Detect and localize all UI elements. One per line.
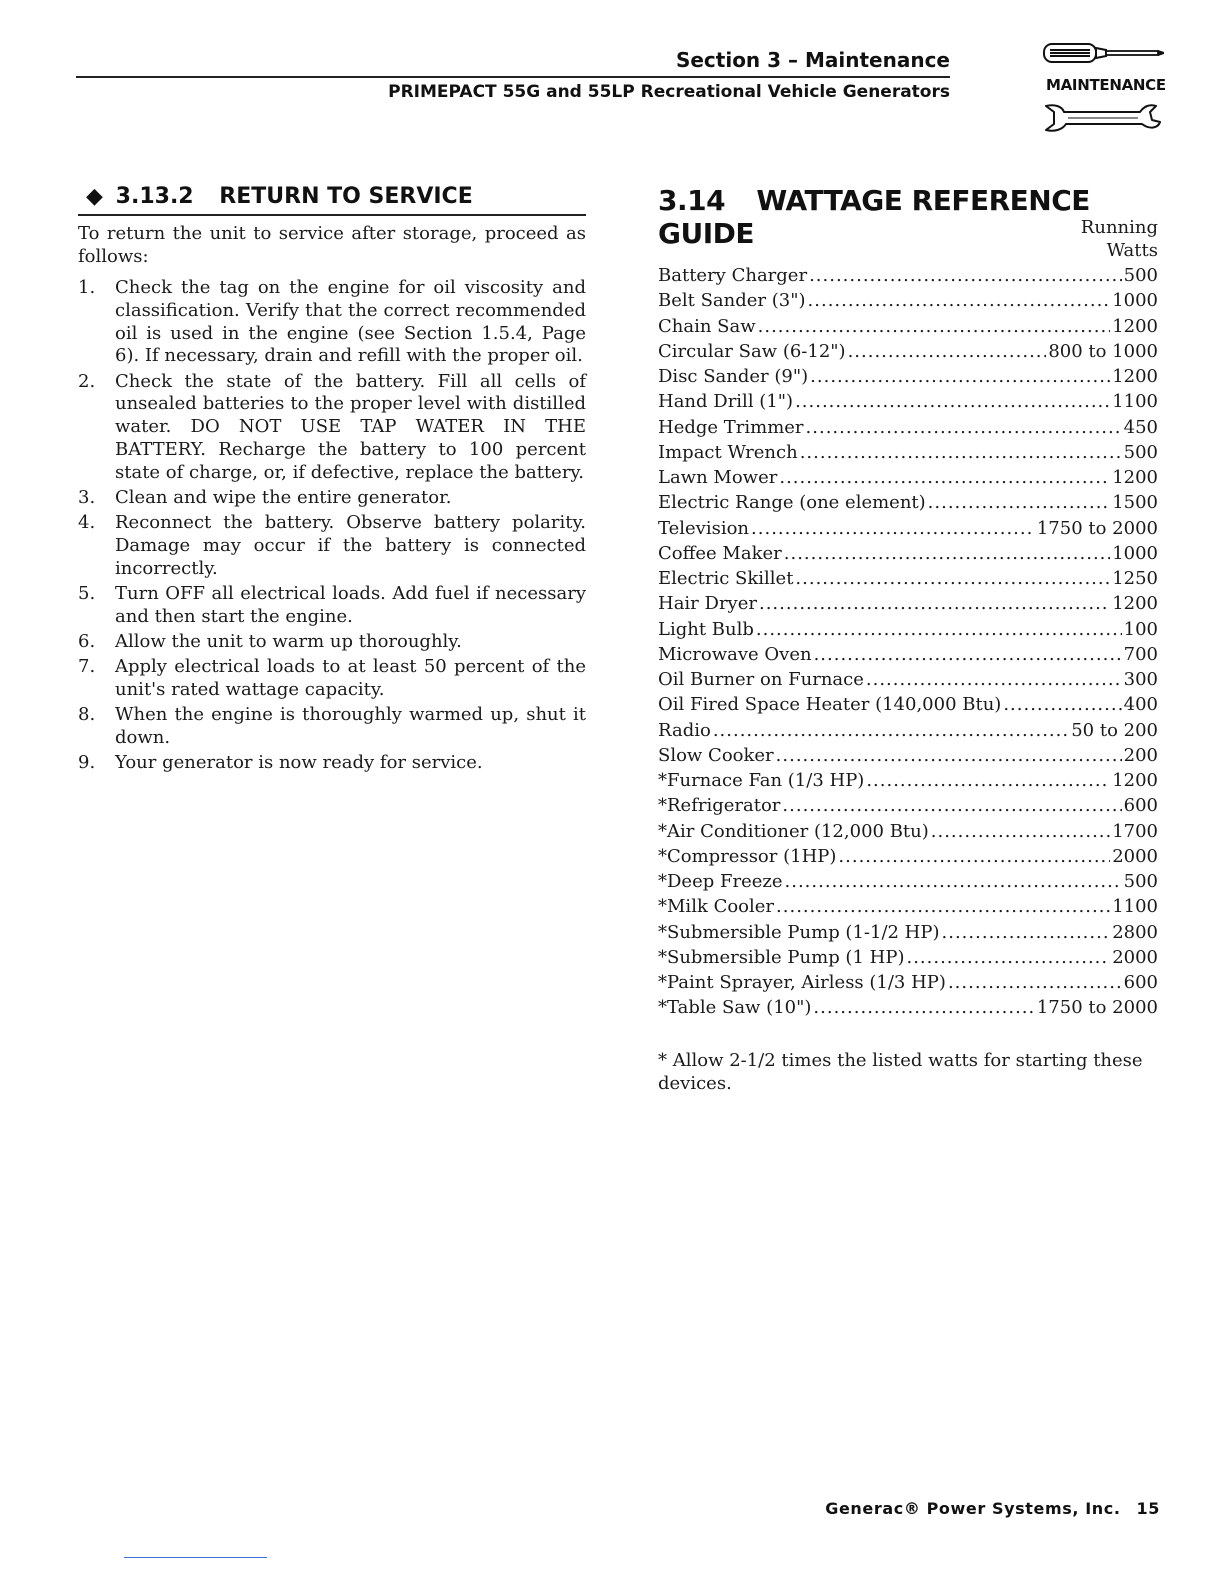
table-row xyxy=(658,366,1158,391)
dot-leader xyxy=(808,290,1111,313)
screwdriver-icon xyxy=(1040,40,1170,68)
appliance-name: *Paint Sprayer, Airless (1/3 HP) xyxy=(658,972,946,993)
running-watts-value: 800 to 1000 xyxy=(1048,340,1158,362)
header-section-title: Section 3 – Maintenance xyxy=(675,48,950,72)
appliance-name: Hand Drill (1") xyxy=(658,391,794,413)
list-item: 8. When the engine is thoroughly warmed up, shut it down. xyxy=(78,704,586,748)
appliance-name: Battery Charger xyxy=(658,265,808,286)
table-row xyxy=(658,871,1158,896)
appliance-name: Coffee Maker xyxy=(658,542,782,564)
running-watts-value: 450 xyxy=(1123,416,1158,438)
return-to-service-heading xyxy=(86,184,586,209)
table-row xyxy=(658,568,1158,593)
wattage-table xyxy=(658,265,1158,1023)
dot-leader xyxy=(809,265,1122,288)
running-watts-value: 600 xyxy=(1123,972,1158,993)
running-watts-value: 500 xyxy=(1123,871,1158,892)
running-watts-header: Running Watts xyxy=(1080,217,1158,261)
table-row xyxy=(658,997,1158,1022)
section-number: 3.14 xyxy=(658,184,726,217)
appliance-name: *Submersible Pump (1-1/2 HP) xyxy=(658,921,940,943)
section-title: RETURN TO SERVICE xyxy=(219,184,473,209)
list-item: 4. Reconnect the battery. Observe battery polarity. Damage may occur if the battery is connected incorrectly. xyxy=(78,512,586,579)
appliance-name: *Refrigerator xyxy=(658,795,781,817)
dot-leader xyxy=(785,871,1122,894)
wrench-icon xyxy=(1040,100,1170,134)
appliance-name: *Deep Freeze xyxy=(658,871,783,892)
appliance-name: Slow Cooker xyxy=(658,744,774,766)
dot-leader xyxy=(806,417,1122,440)
appliance-name: Radio xyxy=(658,719,711,741)
dot-leader xyxy=(756,619,1122,642)
running-watts-value: 2000 xyxy=(1112,946,1158,968)
running-watts-value: 500 xyxy=(1123,441,1158,463)
return-steps-list xyxy=(78,277,586,777)
table-row xyxy=(658,644,1158,669)
company-name: Generac® Power Systems, Inc. xyxy=(825,1499,1121,1518)
appliance-name: Light Bulb xyxy=(658,618,754,640)
running-watts-value: 700 xyxy=(1123,643,1158,665)
dot-leader xyxy=(866,770,1110,793)
running-watts-value: 1100 xyxy=(1112,896,1158,918)
dot-leader xyxy=(1003,694,1121,717)
table-row xyxy=(658,518,1158,543)
table-row xyxy=(658,821,1158,846)
dot-leader xyxy=(906,947,1110,970)
running-watts-value: 1000 xyxy=(1112,542,1158,564)
table-row xyxy=(658,795,1158,820)
maintenance-badge-label: MAINTENANCE xyxy=(1046,76,1166,94)
page-footer xyxy=(760,1499,1160,1518)
list-item: 1. Check the tag on the engine for oil viscosity and classification. Verify that the correct recommended oil is used in the engine (see Section 1.5.4, Page 6). If necessary, drain and refill with the proper oil. xyxy=(78,277,586,367)
table-row xyxy=(658,694,1158,719)
list-item: 3. Clean and wipe the entire generator. xyxy=(78,486,452,508)
appliance-name: Chain Saw xyxy=(658,315,756,337)
table-row xyxy=(658,316,1158,341)
appliance-name: Oil Burner on Furnace xyxy=(658,669,864,690)
appliance-name: *Furnace Fan (1/3 HP) xyxy=(658,770,865,791)
appliance-name: *Air Conditioner (12,000 Btu) xyxy=(658,820,929,842)
table-row xyxy=(658,669,1158,694)
page-number: 15 xyxy=(1136,1499,1160,1518)
dot-leader xyxy=(795,391,1110,414)
appliance-name: *Compressor (1HP) xyxy=(658,845,837,867)
running-watts-value: 1000 xyxy=(1112,290,1158,312)
dot-leader xyxy=(713,720,1069,743)
table-row xyxy=(658,619,1158,644)
table-row xyxy=(658,492,1158,517)
table-row xyxy=(658,745,1158,770)
section-number: 3.13.2 xyxy=(115,184,194,209)
dot-leader xyxy=(758,316,1111,339)
dot-leader xyxy=(779,467,1110,490)
running-watts-value: 600 xyxy=(1123,795,1158,817)
dot-leader xyxy=(800,442,1122,465)
dot-leader xyxy=(776,896,1110,919)
appliance-name: Hedge Trimmer xyxy=(658,416,804,438)
list-item: 2. Check the state of the battery. Fill all cells of unsealed batteries to the proper level with distilled water. DO NOT USE TAP WATER IN THE BATTERY. Recharge the battery to 100 percent state of charge, or, if defective, replace the battery. xyxy=(78,370,586,483)
running-watts-value: 1200 xyxy=(1112,770,1158,791)
table-row xyxy=(658,922,1158,947)
running-watts-value: 400 xyxy=(1123,694,1158,716)
running-watts-value: 1200 xyxy=(1112,315,1158,337)
dot-leader xyxy=(810,366,1110,389)
appliance-name: Disc Sander (9") xyxy=(658,366,809,387)
table-row xyxy=(658,896,1158,921)
table-row xyxy=(658,341,1158,366)
appliance-name: *Submersible Pump (1 HP) xyxy=(658,946,905,968)
table-row xyxy=(658,290,1158,315)
dot-leader xyxy=(931,821,1110,844)
appliance-name: Lawn Mower xyxy=(658,467,778,488)
running-watts-value: 1750 to 2000 xyxy=(1036,517,1158,539)
dot-leader xyxy=(782,795,1121,818)
appliance-name: Impact Wrench xyxy=(658,441,798,463)
intro-paragraph: To return the unit to service after storage, proceed as follows: xyxy=(78,223,586,267)
section-title: WATTAGE REFERENCE GUIDE xyxy=(658,184,1090,250)
section-rule xyxy=(78,214,586,216)
running-watts-value: 1100 xyxy=(1112,391,1158,413)
appliance-name: Hair Dryer xyxy=(658,593,757,615)
table-row xyxy=(658,417,1158,442)
running-watts-value: 1250 xyxy=(1112,568,1158,589)
running-watts-value: 2000 xyxy=(1112,845,1158,867)
diamond-bullet-icon: ◆ xyxy=(86,184,103,209)
dot-leader xyxy=(928,492,1111,515)
table-row xyxy=(658,442,1158,467)
table-row xyxy=(658,467,1158,492)
table-row xyxy=(658,720,1158,745)
appliance-name: Microwave Oven xyxy=(658,643,812,665)
running-watts-value: 200 xyxy=(1123,744,1158,766)
running-watts-value: 100 xyxy=(1123,618,1158,640)
running-watts-value: 1750 to 2000 xyxy=(1036,997,1158,1019)
list-item: 6. Allow the unit to warm up thoroughly. xyxy=(78,630,462,652)
running-watts-value: 1700 xyxy=(1112,820,1158,842)
appliance-name: *Table Saw (10") xyxy=(658,997,812,1019)
running-watts-value: 1200 xyxy=(1112,467,1158,488)
running-watts-value: 500 xyxy=(1123,265,1158,286)
dot-leader xyxy=(813,997,1034,1020)
running-watts-value: 300 xyxy=(1123,669,1158,690)
table-row xyxy=(658,593,1158,618)
table-row xyxy=(658,265,1158,290)
table-row xyxy=(658,846,1158,871)
dot-leader xyxy=(814,644,1122,667)
appliance-name: Electric Range (one element) xyxy=(658,492,926,514)
dot-leader xyxy=(784,543,1110,566)
running-watts-value: 1200 xyxy=(1112,366,1158,387)
dot-leader xyxy=(948,972,1122,995)
dot-leader xyxy=(795,568,1110,591)
table-row xyxy=(658,391,1158,416)
appliance-name: Electric Skillet xyxy=(658,568,794,589)
dot-leader xyxy=(838,846,1110,869)
appliance-name: Circular Saw (6-12") xyxy=(658,340,846,362)
dot-leader xyxy=(759,593,1110,616)
footer-link-line xyxy=(124,1557,267,1558)
list-item: 7. Apply electrical loads to at least 50 percent of the unit's rated wattage capacity. xyxy=(78,656,586,700)
appliance-name: *Milk Cooler xyxy=(658,896,775,918)
list-item: 5. Turn OFF all electrical loads. Add fuel if necessary and then start the engine. xyxy=(78,582,586,627)
running-watts-value: 2800 xyxy=(1112,921,1158,943)
list-item: 9. Your generator is now ready for service. xyxy=(78,752,483,774)
dot-leader xyxy=(751,518,1035,541)
table-row xyxy=(658,947,1158,972)
appliance-name: Belt Sander (3") xyxy=(658,290,806,312)
running-watts-value: 1500 xyxy=(1112,492,1158,514)
running-watts-value: 1200 xyxy=(1112,593,1158,615)
dot-leader xyxy=(848,341,1047,364)
table-row xyxy=(658,972,1158,997)
dot-leader xyxy=(776,745,1122,768)
header-subtitle: PRIMEPACT 55G and 55LP Recreational Vehicle Generators xyxy=(388,82,950,102)
wattage-footnote: * Allow 2-1/2 times the listed watts for starting these devices. xyxy=(658,1050,1143,1094)
appliance-name: Television xyxy=(658,517,750,539)
running-watts-value: 50 to 200 xyxy=(1071,719,1158,741)
dot-leader xyxy=(942,922,1111,945)
dot-leader xyxy=(866,669,1122,692)
appliance-name: Oil Fired Space Heater (140,000 Btu) xyxy=(658,694,1002,716)
table-row xyxy=(658,543,1158,568)
header-rule xyxy=(76,76,950,78)
table-row xyxy=(658,770,1158,795)
